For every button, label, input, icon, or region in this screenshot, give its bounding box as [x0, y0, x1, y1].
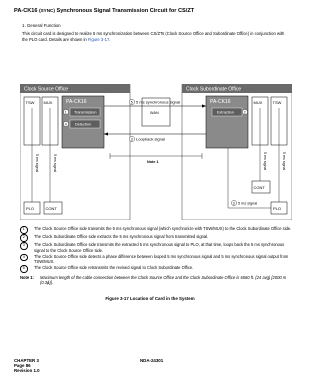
title-rest: Synchronous Signal Transmission Circuit for CS/ZT [54, 8, 195, 14]
num-3-a: 3 [130, 137, 133, 142]
left-mux-label: MUX [43, 100, 53, 105]
right-plo-label: PLO [273, 206, 282, 211]
left-plo-label: PLO [26, 206, 35, 211]
footnote-text: The Clock Subordinate Office side transmits the extracted 5 ms synchronous signal to PLO, at that time, loops back the 5 ms synchronous signal to the Clock Source Office side. [34, 242, 285, 253]
left-office-label: Clock Source Office [24, 86, 69, 93]
footnote-item [20, 226, 294, 234]
right-mux-label: MUX [253, 100, 263, 105]
footnote-item [20, 254, 294, 265]
note-tag: Note 1 [147, 160, 159, 164]
title-sub: (SYNC) [39, 8, 55, 13]
title-main: PA-CK16 [14, 8, 40, 14]
section-heading: 1. General Function [22, 23, 61, 28]
body-paragraph [22, 31, 288, 42]
footnote-text: The Clock Subordinate Office side extracts the 5 ms synchronous signal from transmitted signal. [34, 234, 209, 240]
note-row [20, 275, 294, 286]
footnote-number: 3 [20, 242, 28, 250]
right-cont-label: CONT [253, 185, 265, 190]
transmission-label: Transmission [74, 110, 97, 115]
sync-signal-label: 5 ms synchronous signal [136, 99, 181, 105]
extraction-label: Extraction [217, 110, 234, 115]
num-2: 2 [243, 110, 246, 115]
footer-page: Page 86 [14, 363, 31, 369]
footer-chapter: CHAPTER 3 [14, 358, 39, 363]
footer-left [14, 358, 40, 374]
footer-revision: Revision 1.0 [14, 368, 40, 374]
system-diagram [20, 84, 292, 220]
right-card-label: PA-CK16 [210, 99, 231, 105]
footnote-number: 1 [20, 226, 28, 234]
footnote-text: The Clock Source Office side detects a phase difference between looped 5 ms synchronous signal and 5 ms synchronous signal output from TSW/MUX. [34, 253, 289, 264]
wan-label: WAN [150, 111, 159, 115]
footnote-text: The Clock Source Office side retransmits the revised signal to Clock Subordinate Office. [34, 265, 194, 270]
body-end: . [109, 36, 111, 42]
footnote-list [20, 226, 294, 285]
footer-doc-number: NDA-24301 [140, 358, 164, 363]
num-5: 5 [130, 100, 133, 105]
right-5ms-c: 5 ms signal [238, 201, 258, 206]
loopback-label: Loopback signal [136, 136, 165, 142]
left-5ms-a: 5 ms signal [35, 154, 39, 173]
right-office-label: Clock Subordinate Office [186, 86, 242, 93]
body-text: This circuit card is designed to realize 5 ms synchronization between CS/ZTs (Clock Source Office and Subordinate Office) in conjunction with the PLO card. Details are shown in [22, 31, 285, 42]
left-5ms-b: 5 ms signal [53, 154, 57, 173]
footnote-number: 4 [20, 254, 28, 262]
footnote-number: 2 [20, 234, 28, 242]
note-text: Maximum length of the cable connection between the Clock Source Office and the Clock Subordinate Office is 6560 ft. (24 avg) [2000 m (0.3ϕ)]. [40, 274, 287, 285]
right-5ms-b: 5 ms signal [282, 152, 286, 171]
left-cont-label: CONT [45, 206, 57, 211]
right-5ms-a: 5 ms signal [263, 152, 267, 171]
footnote-item [20, 265, 294, 273]
footnote-item [20, 242, 294, 253]
figure-link[interactable]: Figure 3-17 [87, 36, 110, 42]
left-card-label: PA-CK16 [66, 99, 87, 105]
footnote-item [20, 234, 294, 242]
right-tsw-label: TSW [272, 100, 282, 105]
left-tsw-label: TSW [25, 100, 35, 105]
footnote-number: 5 [20, 265, 28, 273]
figure-caption: Figure 3-17 Location of Card in the System [105, 296, 195, 301]
detection-label: Detection [75, 122, 92, 127]
num-1-a: 1 [64, 110, 67, 115]
num-4-a: 4 [64, 122, 67, 127]
note-label: Note 1: [20, 274, 34, 280]
num-3-b: 3 [232, 201, 235, 206]
footnote-text: The Clock Source Office side transmits the 5 ms synchronous signal (which synchronize with TSW/MUX) to the Clock Subordinate Office side. [34, 226, 292, 231]
page-title [14, 8, 194, 14]
